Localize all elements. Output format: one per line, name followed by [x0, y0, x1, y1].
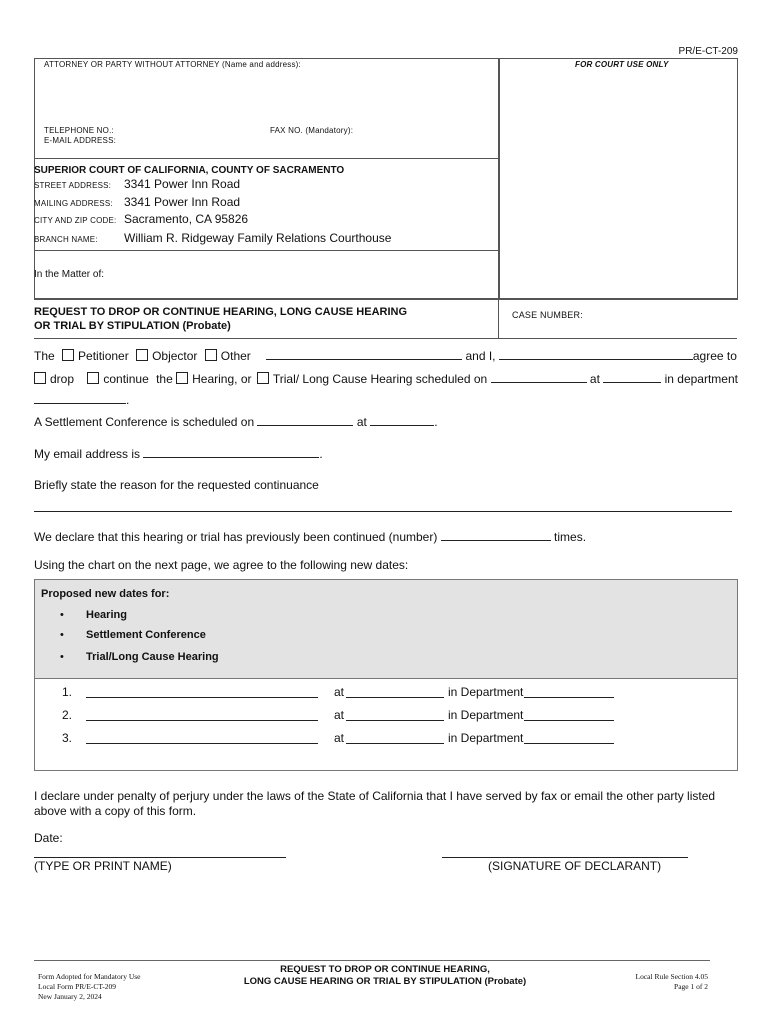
objector-label: Objector: [152, 349, 198, 363]
footer-title: [200, 964, 570, 988]
continued-row: [34, 529, 586, 544]
signature-field[interactable]: [442, 857, 688, 858]
the-text: The: [34, 349, 55, 363]
trial-checkbox[interactable]: [257, 372, 269, 384]
continue-checkbox[interactable]: [87, 372, 99, 384]
hearing-checkbox[interactable]: [176, 372, 188, 384]
agree-to-text: agree to: [692, 349, 737, 363]
court-use-label: FOR COURT USE ONLY: [575, 60, 669, 69]
branch-value: William R. Ridgeway Family Relations Courthouse: [124, 231, 392, 245]
continued-text: We declare that this hearing or trial has previously been continued (number): [34, 530, 438, 544]
petitioner-checkbox[interactable]: [62, 349, 74, 361]
chart-row: [34, 558, 408, 572]
in-department-text: in Department: [448, 731, 524, 745]
divider: [34, 158, 499, 159]
department-field[interactable]: [524, 697, 614, 698]
times-text: times.: [554, 530, 587, 544]
proposed-item-settlement: • Settlement Conference: [86, 629, 206, 641]
form-title-line2: OR TRIAL BY STIPULATION (Probate): [34, 320, 231, 332]
declarant-name-field[interactable]: [499, 348, 693, 360]
divider: [34, 298, 737, 299]
drop-label: drop: [50, 372, 75, 386]
at-text: at: [589, 372, 600, 386]
court-use-box: [498, 58, 738, 300]
at-text: at: [334, 708, 345, 722]
date-field[interactable]: [86, 743, 318, 744]
email-text: My email address is: [34, 447, 141, 461]
divider: [34, 338, 737, 339]
type-name-label: (TYPE OR PRINT NAME): [34, 859, 172, 873]
and-i-text: and I,: [465, 349, 496, 363]
footer-left: [38, 972, 140, 1002]
declaration-line2: above with a copy of this form.: [34, 804, 197, 818]
other-checkbox[interactable]: [205, 349, 217, 361]
department-field[interactable]: [524, 743, 614, 744]
time-field[interactable]: [346, 743, 444, 744]
proposed-item-hearing: • Hearing: [86, 609, 127, 621]
department-field[interactable]: [524, 720, 614, 721]
street-value: 3341 Power Inn Road: [124, 177, 241, 191]
fax-label: FAX NO. (Mandatory):: [270, 126, 354, 135]
mailing-value: 3341 Power Inn Road: [124, 195, 241, 209]
petitioner-label: Petitioner: [78, 349, 129, 363]
reason-text: Briefly state the reason for the requested continuance: [34, 478, 319, 492]
party-row: [34, 348, 737, 363]
signature-label: (SIGNATURE OF DECLARANT): [488, 859, 662, 873]
footer-local-form: Local Form PR/E-CT-209: [38, 982, 117, 991]
date-label: Date:: [34, 831, 63, 845]
caption-left-box: [34, 58, 500, 300]
attorney-label: ATTORNEY OR PARTY WITHOUT ATTORNEY (Name and address):: [44, 60, 301, 69]
email-row: My email address is .: [34, 447, 323, 461]
in-department-text: in Department: [448, 685, 524, 699]
settlement-date-field[interactable]: [257, 414, 353, 426]
department-row: .: [34, 392, 129, 407]
footer-page: Page 1 of 2: [674, 982, 708, 991]
time-field[interactable]: [346, 697, 444, 698]
department-field[interactable]: [34, 392, 126, 404]
other-party-field[interactable]: [266, 348, 462, 360]
date-field[interactable]: [86, 720, 318, 721]
hearing-label: Hearing, or: [192, 372, 252, 386]
form-id: PR/E-CT-209: [678, 46, 738, 57]
city-label: CITY AND ZIP CODE:: [34, 216, 117, 225]
in-department-text: in department: [664, 372, 738, 386]
footer-title-line2: LONG CAUSE HEARING OR TRIAL BY STIPULATION (Probate): [243, 976, 527, 987]
objector-checkbox[interactable]: [136, 349, 148, 361]
footer-title-line1: REQUEST TO DROP OR CONTINUE HEARING,: [280, 964, 490, 975]
city-value: Sacramento, CA 95826: [124, 212, 249, 226]
proposed-item-trial: • Trial/Long Cause Hearing: [86, 651, 219, 663]
divider: [498, 298, 499, 338]
footer-right: [636, 972, 708, 992]
divider: [34, 250, 499, 251]
date-row-number: 3.: [62, 731, 73, 745]
continued-count-field[interactable]: [441, 529, 551, 541]
in-department-text: in Department: [448, 708, 524, 722]
email-field[interactable]: [143, 446, 319, 458]
footer-rule: Local Rule Section 4.05: [635, 972, 708, 981]
declaration-line1: I declare under penalty of perjury under the laws of the State of California that I have served by fax or email the other party listed: [34, 789, 716, 803]
date-row-number: 2.: [62, 708, 73, 722]
dates-table-box: [34, 677, 738, 771]
at-text: at: [334, 731, 345, 745]
reason-field[interactable]: [34, 511, 732, 512]
chart-text: Using the chart on the next page, we agree to the following new dates:: [34, 558, 409, 572]
continue-label: continue: [103, 372, 149, 386]
scheduled-time-field[interactable]: [603, 371, 661, 383]
footer-date: New January 2, 2024: [38, 992, 102, 1001]
mailing-label: MAILING ADDRESS:: [34, 199, 113, 208]
street-label: STREET ADDRESS:: [34, 181, 112, 190]
settlement-time-field[interactable]: [370, 414, 434, 426]
email-label: E-MAIL ADDRESS:: [44, 136, 117, 145]
print-name-field[interactable]: [34, 857, 286, 858]
date-row-number: 1.: [62, 685, 73, 699]
reason-row: [34, 478, 319, 492]
time-field[interactable]: [346, 720, 444, 721]
other-label: Other: [220, 349, 251, 363]
footer-divider: [34, 960, 710, 961]
settlement-row: A Settlement Conference is scheduled on at .: [34, 415, 438, 429]
telephone-label: TELEPHONE NO.:: [44, 126, 114, 135]
footer-adopted: Form Adopted for Mandatory Use: [38, 972, 141, 981]
trial-label: Trial/ Long Cause Hearing scheduled on: [272, 372, 488, 386]
drop-continue-row: [34, 371, 738, 386]
proposed-heading: Proposed new dates for:: [41, 588, 170, 600]
matter-label: In the Matter of:: [34, 269, 105, 280]
the-text: the: [156, 372, 173, 386]
at-text: at: [356, 415, 367, 429]
court-name: SUPERIOR COURT OF CALIFORNIA, COUNTY OF SACRAMENTO: [34, 165, 345, 176]
branch-label: BRANCH NAME:: [34, 235, 98, 244]
drop-checkbox[interactable]: [34, 372, 46, 384]
at-text: at: [334, 685, 345, 699]
settlement-text: A Settlement Conference is scheduled on: [34, 415, 255, 429]
form-title-line1: REQUEST TO DROP OR CONTINUE HEARING, LONG CAUSE HEARING: [34, 306, 408, 318]
case-number-label: CASE NUMBER:: [512, 310, 583, 320]
date-field[interactable]: [86, 697, 318, 698]
scheduled-date-field[interactable]: [491, 371, 587, 383]
